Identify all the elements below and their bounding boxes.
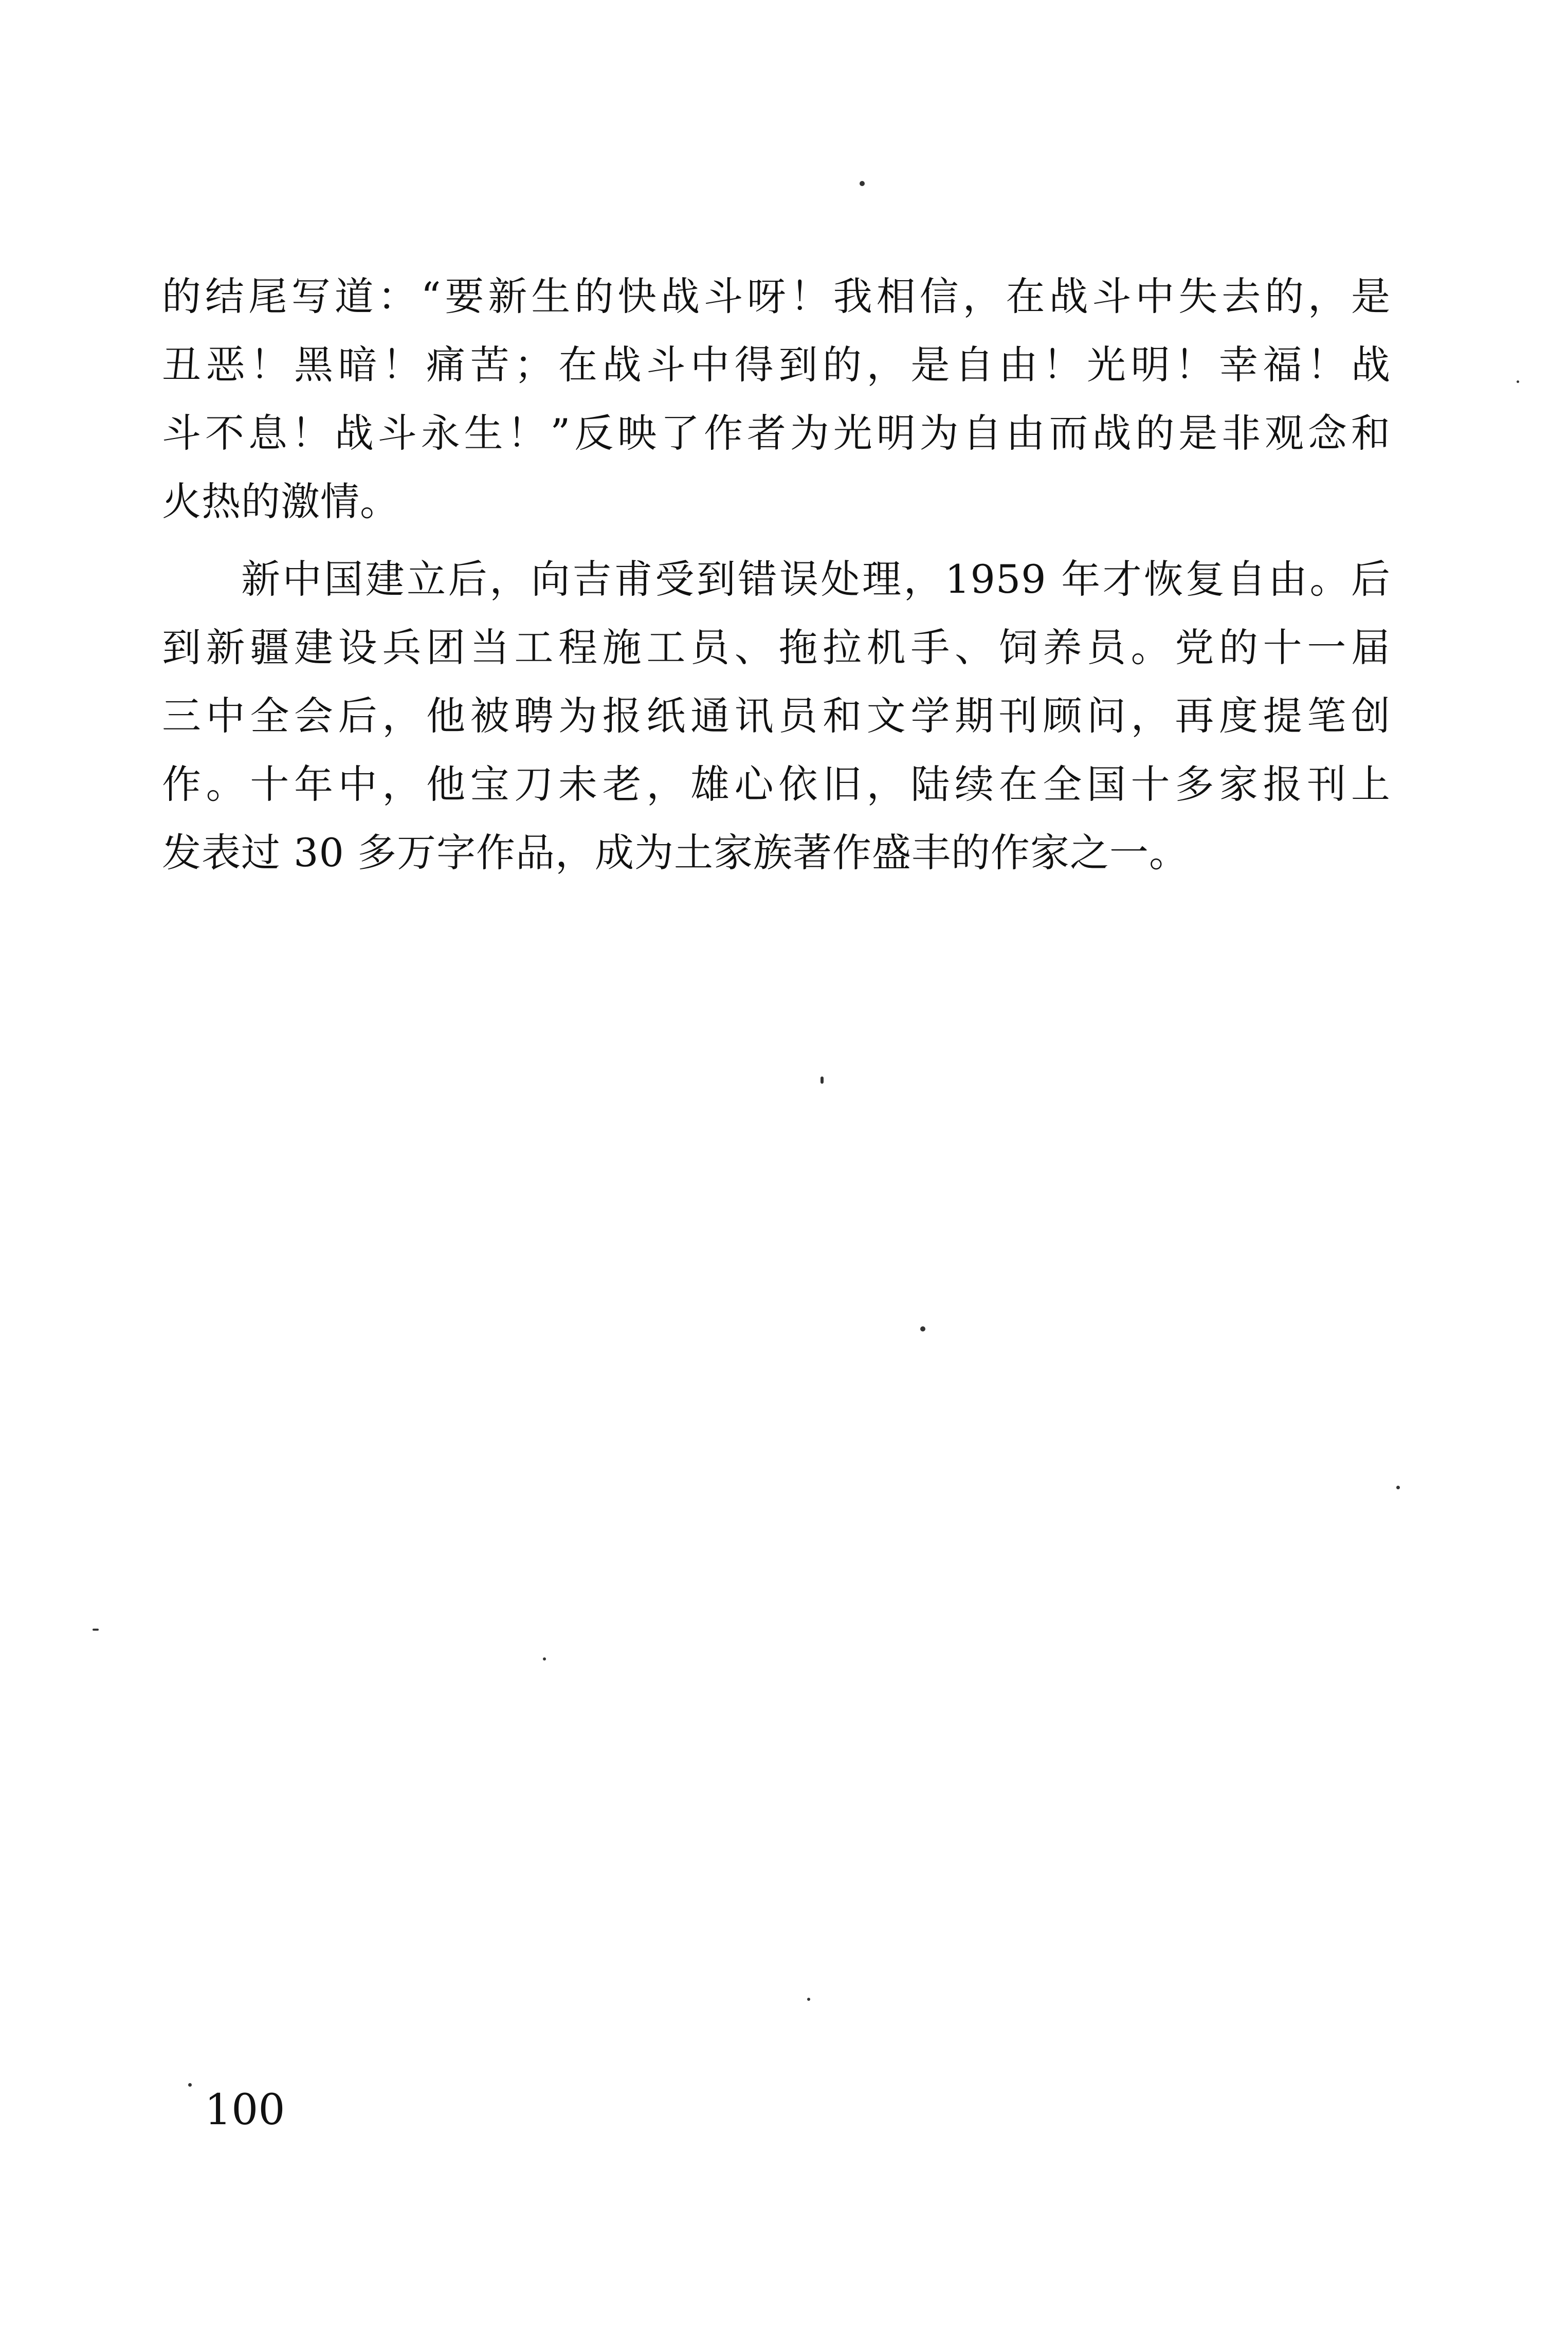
scan-speck	[920, 1326, 925, 1331]
body-text	[162, 262, 1391, 887]
scan-speck	[807, 1998, 810, 2001]
text-line: 丑恶！黑暗！痛苦；在战斗中得到的，是自由！光明！幸福！战	[162, 342, 1391, 388]
scan-speck	[860, 181, 865, 186]
scan-speck	[1396, 1486, 1400, 1489]
text-line: 作。十年中，他宝刀未老，雄心依旧，陆续在全国十多家报刊上	[162, 761, 1391, 807]
text-line: 新中国建立后，向吉甫受到错误处理，1959 年才恢复自由。后	[241, 556, 1391, 602]
text-line: 的结尾写道：“要新生的快战斗呀！我相信，在战斗中失去的，是	[162, 273, 1391, 319]
page-number: 100	[205, 2086, 285, 2134]
text-line: 到新疆建设兵团当工程施工员、拖拉机手、饲养员。党的十一届	[162, 625, 1391, 670]
scan-speck	[188, 2083, 192, 2087]
scan-speck	[821, 1076, 824, 1084]
text-line: 火热的激情。	[162, 479, 399, 524]
text-line: 三中全会后，他被聘为报纸通讯员和文学期刊顾问，再度提笔创	[162, 693, 1391, 739]
text-line: 斗不息！战斗永生！”反映了作者为光明为自由而战的是非观念和	[162, 410, 1391, 456]
scan-speck	[93, 1629, 99, 1631]
text-line: 发表过 30 多万字作品，成为土家族著作盛丰的作家之一。	[162, 830, 1189, 875]
paragraph-1	[162, 262, 1391, 536]
scan-speck	[1517, 380, 1519, 383]
scan-speck	[543, 1657, 546, 1660]
paragraph-2	[162, 545, 1391, 887]
